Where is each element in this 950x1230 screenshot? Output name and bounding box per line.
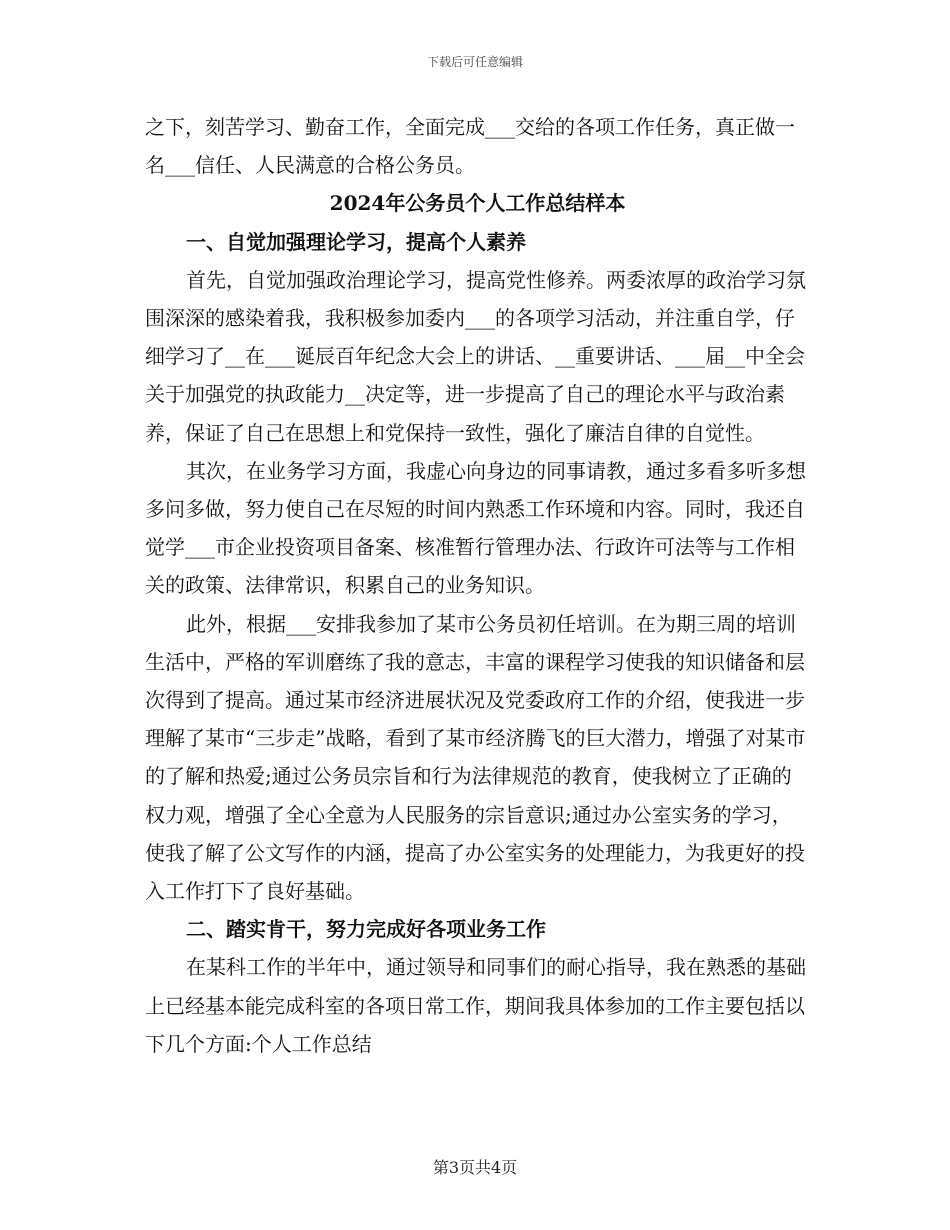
paragraph-work: 在某科工作的半年中，通过领导和同事们的耐心指导，我在熟悉的基础上已经基本能完成科室的各项日常工作，期间我具体参加的工作主要包括以下几个方面:个人工作总结 bbox=[145, 955, 806, 1056]
section-heading-1: 一、自觉加强理论学习，提高个人素养 bbox=[186, 229, 526, 254]
paragraph-theory-study: 首先，自觉加强政治理论学习，提高党性修养。两委浓厚的政治学习氛围深深的感染着我，我积极参加委内___的各项学习活动，并注重自学，仔细学习了__在___诞辰百年纪念大会上的讲话、__重要讲话、___届__中全会关于加强党的执政能力__决定等，进一步提高了自己的理论水平与政治素养，保证了自己在思想上和党保持一致性，强化了廉洁自律的自觉性。 bbox=[145, 267, 806, 445]
document-body bbox=[145, 108, 810, 1063]
document-title: 2024年公务员个人工作总结样本 bbox=[329, 191, 626, 216]
page-footer: 第3页共4页 bbox=[432, 1158, 518, 1177]
paragraph-business-study: 其次，在业务学习方面，我虚心向身边的同事请教，通过多看多听多想多问多做，努力使自己在尽短的时间内熟悉工作环境和内容。同时，我还自觉学___市企业投资项目备案、核准暂行管理办法、行政许可法等与工作相关的政策、法律常识，积累自己的业务知识。 bbox=[145, 458, 806, 598]
section-heading-2: 二、踏实肯干，努力完成好各项业务工作 bbox=[186, 917, 546, 942]
paragraph-continuation: 之下，刻苦学习、勤奋工作，全面完成___交给的各项工作任务，真正做一名___信任、人民满意的合格公务员。 bbox=[145, 115, 795, 178]
paragraph-training: 此外，根据___安排我参加了某市公务员初任培训。在为期三周的培训生活中，严格的军训磨练了我的意志，丰富的课程学习使我的知识储备和层次得到了提高。通过某市经济进展状况及党委政府工作的介绍，使我进一步理解了某市“三步走”战略，看到了某市经济腾飞的巨大潜力，增强了对某市的了解和热爱;通过公务员宗旨和行为法律规范的教育，使我树立了正确的权力观，增强了全心全意为人民服务的宗旨意识;通过办公室实务的学习，使我了解了公文写作的内涵，提高了办公室实务的处理能力，为我更好的投入工作打下了良好基础。 bbox=[145, 611, 806, 904]
page-header: 下载后可任意编辑 bbox=[426, 55, 523, 69]
